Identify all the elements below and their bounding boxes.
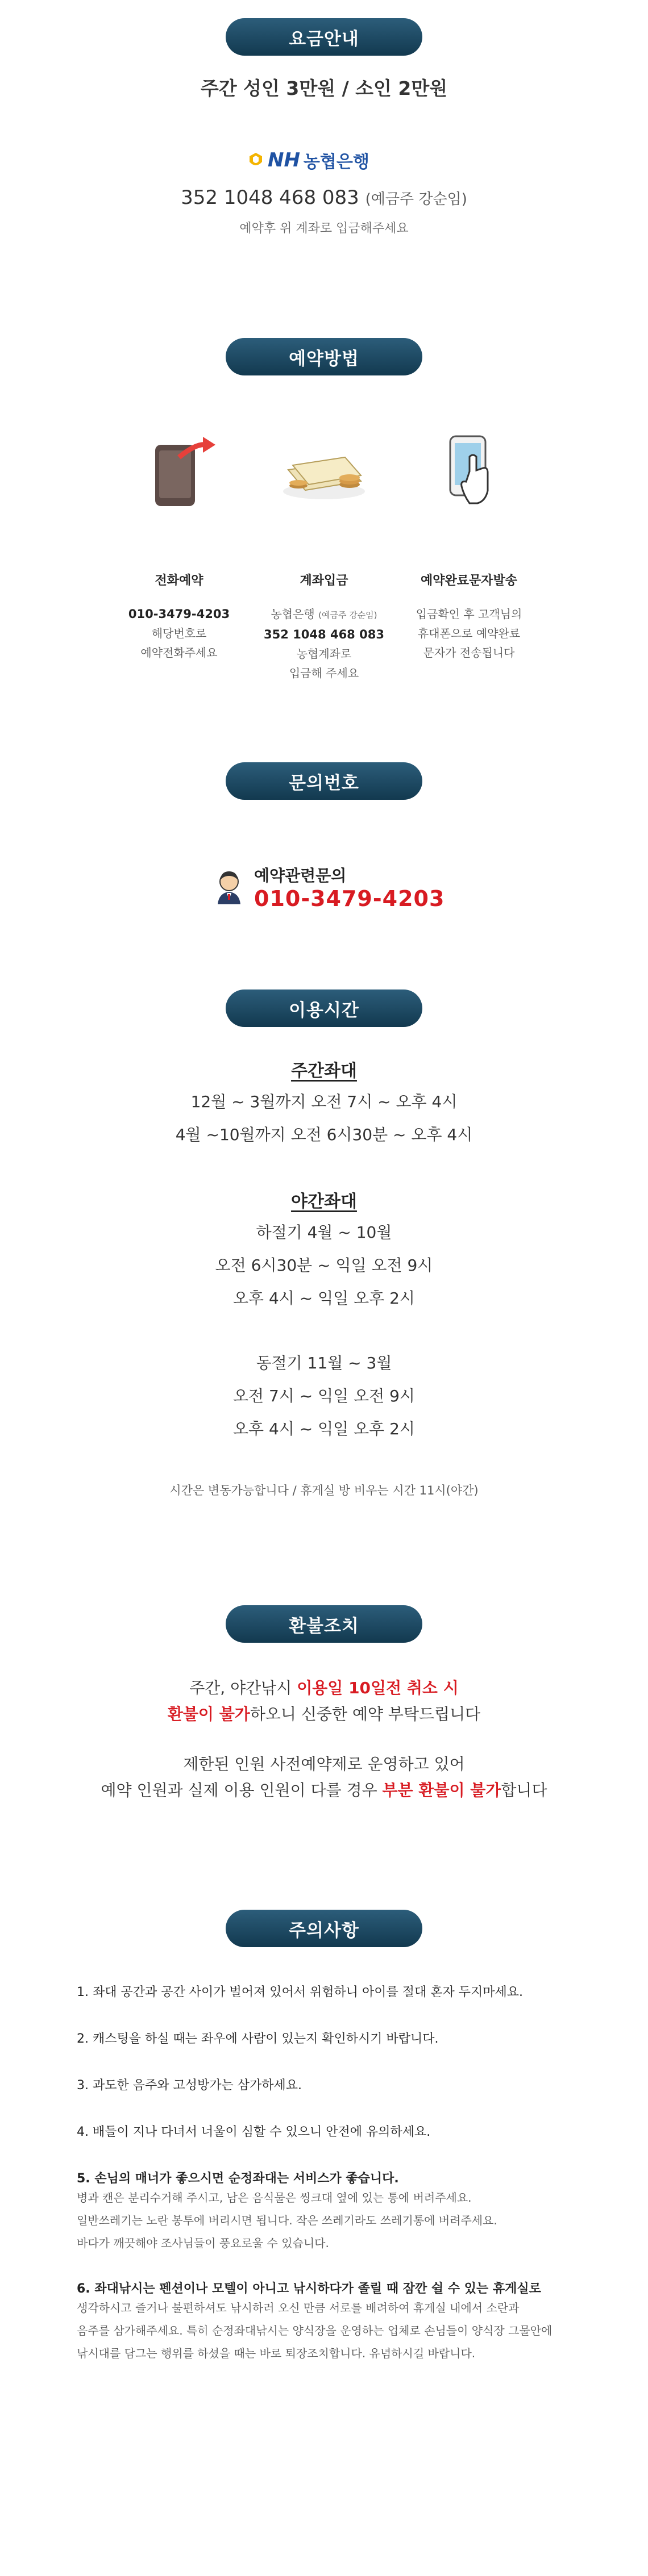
refund-l2b: 하오니 신중한 예약 부탁드립니다 xyxy=(250,1705,481,1723)
method-1-line3: 예약전화주세요 xyxy=(140,646,218,659)
refund-l4a: 예약 인원과 실제 이용 인원이 다를 경우 xyxy=(101,1781,383,1800)
refund-line-3: 제한된 인원 사전예약제로 운영하고 있어 xyxy=(183,1755,465,1773)
method-3-line3: 문자가 전송됩니다 xyxy=(423,646,515,659)
caution-item-1: 1. 좌대 공간과 공간 사이가 벌어져 있어서 위험하니 아이를 절대 혼자 두지마세요. xyxy=(77,1985,523,1999)
method-2-line1-small: (예금주 강순임) xyxy=(318,610,377,620)
refund-pill: 환불조치 xyxy=(226,1605,422,1643)
refund-l1b: 이용일 10일전 취소 시 xyxy=(297,1679,459,1697)
contact-phone: 010-3479-4203 xyxy=(254,886,445,911)
summer-line-1: 오전 6시30분 ~ 익일 오전 9시 xyxy=(215,1256,433,1275)
refund-line-1 xyxy=(0,1676,648,1698)
method-sms xyxy=(395,429,543,662)
caution-item-6-a: 생각하시고 즐거나 불편하셔도 낚시하러 오신 만큼 서로를 배려하여 휴게실 내에서 소란과 xyxy=(77,2301,520,2315)
summer-head: 하절기 4월 ~ 10월 xyxy=(256,1223,392,1242)
refund-l4b: 부분 환불이 불가 xyxy=(382,1781,501,1800)
account-line xyxy=(0,186,648,209)
method-3-line2: 휴대폰으로 예약완료 xyxy=(417,627,521,640)
day-line-2: 4월 ~10월까지 오전 6시30분 ~ 오후 4시 xyxy=(175,1125,473,1144)
phone-icon xyxy=(105,429,253,514)
method-2-line2: 352 1048 468 083 xyxy=(264,628,384,641)
method-pill: 예약방법 xyxy=(226,338,422,375)
method-2-line1: 농협은행 xyxy=(271,607,315,621)
winter-line-1: 오전 7시 ~ 익일 오전 9시 xyxy=(233,1387,415,1405)
bank-logo xyxy=(247,149,406,172)
account-holder: (예금주 강순임) xyxy=(365,191,467,208)
winter-head: 동절기 11월 ~ 3월 xyxy=(256,1354,392,1372)
contact-pill: 문의번호 xyxy=(226,762,422,800)
caution-item-4: 4. 배들이 지나 다녀서 너울이 심할 수 있으니 안전에 유의하세요. xyxy=(77,2125,431,2139)
caution-item-6-b: 음주를 삼가해주세요. 특히 순정좌대낚시는 양식장을 운영하는 업체로 손님들이 양식장 그물안에 xyxy=(77,2324,553,2337)
contact-label: 예약관련문의 xyxy=(254,866,347,885)
account-number: 352 1048 468 083 xyxy=(181,186,359,209)
caution-item-5 xyxy=(77,2169,577,2254)
caution-item-2: 2. 캐스팅을 하실 때는 좌우에 사람이 있는지 확인하시기 바랍니다. xyxy=(77,2032,439,2046)
method-1-line1: 010-3479-4203 xyxy=(128,607,230,621)
caution-item-6-title: 6. 좌대낚시는 펜션이나 모텔이 아니고 낚시하다가 졸릴 때 잠깐 쉴 수 있는 휴게실로 xyxy=(77,2282,541,2296)
method-title-1: 전화예약 xyxy=(155,574,203,588)
bank-name-text: 농협은행 xyxy=(303,152,369,172)
summer-line-2: 오후 4시 ~ 익일 오후 2시 xyxy=(233,1289,415,1308)
refund-l2a: 환불이 불가 xyxy=(167,1705,250,1723)
method-2-line4: 입금해 주세요 xyxy=(289,666,359,680)
caution-item-5-c: 바다가 깨끗해야 조사님들이 풍요로울 수 있습니다. xyxy=(77,2236,329,2250)
bank-emblem-icon xyxy=(247,152,264,169)
caution-item-5-a: 병과 캔은 분리수거해 주시고, 남은 음식물은 씽크대 옆에 있는 통에 버려주세요. xyxy=(77,2191,472,2205)
bank-nh-text: NH xyxy=(268,149,300,172)
touch-phone-icon xyxy=(395,429,543,514)
caution-item-6 xyxy=(77,2279,577,2365)
price-text: 주간 성인 3만원 / 소인 2만원 xyxy=(200,77,448,99)
hours-pill: 이용시간 xyxy=(226,990,422,1027)
contact-block xyxy=(213,863,445,911)
refund-l4c: 합니다 xyxy=(501,1781,547,1800)
day-head: 주간좌대 xyxy=(291,1061,357,1081)
agent-avatar-icon xyxy=(213,869,245,905)
caution-item-5-title: 5. 손님의 매너가 좋으시면 순정좌대는 서비스가 좋습니다. xyxy=(77,2172,399,2186)
method-title-3: 예약완료문자발송 xyxy=(420,574,518,588)
winter-line-2: 오후 4시 ~ 익일 오후 2시 xyxy=(233,1419,415,1438)
method-1-line2: 해당번호로 xyxy=(151,627,207,640)
fee-note: 예약후 위 계좌로 입금해주세요 xyxy=(239,222,409,236)
method-bank xyxy=(250,429,398,683)
fee-pill: 요금안내 xyxy=(226,18,422,56)
caution-item-6-c: 낚시대를 담그는 행위를 하셨을 때는 바로 퇴장조치합니다. 유념하시길 바랍니다. xyxy=(77,2347,476,2360)
money-icon xyxy=(250,429,398,514)
hours-note: 시간은 변동가능합니다 / 휴게실 방 비우는 시간 11시(야간) xyxy=(169,1484,479,1497)
method-3-line1: 입금확인 후 고객님의 xyxy=(416,607,522,621)
refund-line-2 xyxy=(0,1702,648,1725)
day-line-1: 12월 ~ 3월까지 오전 7시 ~ 오후 4시 xyxy=(190,1092,458,1111)
method-2-line3: 농협계좌로 xyxy=(296,647,352,661)
refund-l1a: 주간, 야간낚시 xyxy=(189,1679,297,1697)
caution-pill: 주의사항 xyxy=(226,1910,422,1947)
caution-item-3: 3. 과도한 음주와 고성방가는 삼가하세요. xyxy=(77,2078,302,2093)
night-head: 야간좌대 xyxy=(291,1192,357,1212)
method-phone xyxy=(105,429,253,662)
method-title-2: 계좌입금 xyxy=(300,574,348,588)
caution-item-5-b: 일반쓰레기는 노란 봉투에 버리시면 됩니다. 작은 쓰레기라도 쓰레기통에 버려주세요. xyxy=(77,2214,497,2227)
refund-line-4 xyxy=(0,1778,648,1801)
